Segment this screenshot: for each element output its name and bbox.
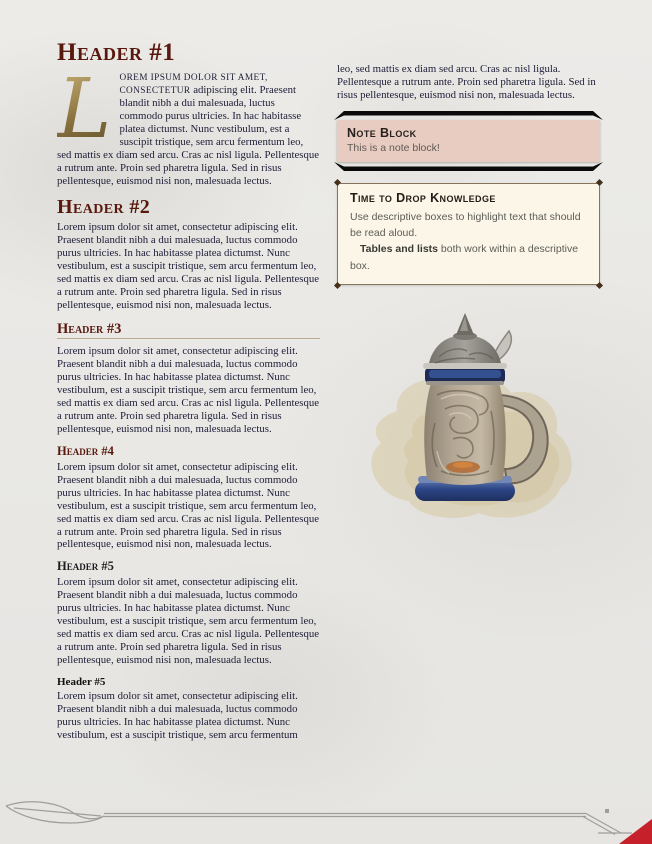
dropcap-paragraph bbox=[57, 62, 320, 188]
note-body bbox=[337, 120, 600, 162]
paragraph: Lorem ipsum dolor sit amet, consectetur adipiscing elit. Praesent blandit nibh a dui malesuada, luctus commodo purus ultricies. In hac habitasse platea dictumst. Nunc vestibulum, est a suscipit tristique, sem arcu fermentum leo, sed mattis ex diam sed arcu. Cras ac nisl ligula. Pellentesque a rutrum ante. Proin sed pharetra ligula. Sed in risus pellentesque, euismod nisi non, malesuada lectus. bbox=[57, 345, 320, 436]
footer-flourish-lines bbox=[6, 802, 632, 835]
paragraph-text: adipiscing elit. Praesent blandit nibh a dui malesuada, luctus commodo purus ultricies. In hac habitasse platea dictumst. Nunc vestibulum, est a suscipit tristique, sem arcu fermentum leo, sed mattis ex diam sed arcu. Cras ac nisl ligula. Pellentesque a rutrum ante. Proin sed pharetra ligula. Sed in risus pellentesque, euismod nisi non, malesuada lectus. bbox=[57, 84, 320, 188]
footer-square-dot bbox=[605, 809, 609, 813]
paragraph-continued: leo, sed mattis ex diam sed arcu. Cras ac nisl ligula. Pellentesque a rutrum ante. Proin sed pharetra ligula. Sed in risus pellentesque, euismod nisi non, malesuada lectus. bbox=[337, 63, 596, 101]
header-4: Header #4 bbox=[57, 444, 114, 458]
beer-stein-illustration bbox=[349, 311, 600, 534]
note-top-bar-ornament bbox=[334, 111, 603, 120]
descriptive-box-line2-rest: both work within a descriptive box. bbox=[350, 243, 579, 272]
corner-diamond-icon bbox=[596, 282, 603, 289]
paragraph-truncated: Lorem ipsum dolor sit amet, consectetur adipiscing elit. Praesent blandit nibh a dui malesuada, luctus commodo purus ultricies. In hac habitasse platea dictumst. Nunc vestibulum, est a suscipit tristique, sem arcu fermentum bbox=[57, 690, 298, 741]
descriptive-box-line1: Use descriptive boxes to highlight text that should be read aloud. bbox=[350, 210, 581, 240]
paragraph: Lorem ipsum dolor sit amet, consectetur adipiscing elit. Praesent blandit nibh a dui malesuada, luctus commodo purus ultricies. In hac habitasse platea dictumst. Nunc vestibulum, est a suscipit tristique, sem arcu fermentum leo, sed mattis ex diam sed arcu. Cras ac nisl ligula. Pellentesque a rutrum ante. Proin sed pharetra ligula. Sed in risus pellentesque, euismod nisi non, malesuada lectus. bbox=[57, 220, 320, 311]
header-1: Header #1 bbox=[57, 39, 176, 66]
stein-top-rim bbox=[423, 363, 507, 369]
dropcap-letter: L bbox=[57, 71, 119, 145]
corner-diamond-icon bbox=[334, 282, 341, 289]
stein-top-band-inner bbox=[429, 370, 501, 378]
paragraph: Lorem ipsum dolor sit amet, consectetur adipiscing elit. Praesent blandit nibh a dui malesuada, luctus commodo purus ultricies. In hac habitasse platea dictumst. Nunc vestibulum, est a suscipit tristique, sem arcu fermentum leo, sed mattis ex diam sed arcu. Cras ac nisl ligula. Pellentesque a rutrum ante. Proin sed pharetra ligula. Sed in risus pellentesque, euismod nisi non, malesuada lectus. bbox=[57, 576, 320, 666]
stein-orange-detail-highlight bbox=[453, 462, 473, 468]
note-text: This is a note block! bbox=[347, 141, 440, 154]
header-5: Header #5 bbox=[57, 559, 114, 574]
header-2: Header #2 bbox=[57, 195, 151, 218]
descriptive-box-line2 bbox=[350, 241, 587, 274]
header-5-bold: Header #5 bbox=[57, 675, 106, 688]
corner-diamond-icon bbox=[596, 179, 603, 186]
header-3: Header #3 bbox=[57, 321, 320, 340]
left-column bbox=[57, 40, 320, 751]
note-block bbox=[337, 111, 600, 171]
leadin-text: OREM IPSUM DOLOR SIT AMET, CONSECTETUR bbox=[119, 73, 268, 97]
note-bottom-bar-ornament bbox=[334, 162, 603, 171]
footer-ornament bbox=[0, 800, 652, 844]
paragraph: Lorem ipsum dolor sit amet, consectetur adipiscing elit. Praesent blandit nibh a dui malesuada, luctus commodo purus ultricies. In hac habitasse platea dictumst. Nunc vestibulum, est a suscipit tristique, sem arcu fermentum leo, sed mattis ex diam sed arcu. Cras ac nisl ligula. Pellentesque a rutrum ante. Proin sed pharetra ligula. Sed in risus pellentesque, euismod nisi non, malesuada lectus. bbox=[57, 460, 320, 551]
descriptive-box-line2-bold: Tables and lists bbox=[360, 243, 438, 256]
beer-stein-image bbox=[349, 311, 587, 529]
corner-diamond-icon bbox=[334, 179, 341, 186]
descriptive-box bbox=[337, 183, 600, 285]
note-title: Note Block bbox=[347, 125, 417, 140]
descriptive-box-title: Time to Drop Knowledge bbox=[350, 190, 496, 205]
footer-red-triangle bbox=[619, 819, 652, 844]
right-column bbox=[337, 63, 600, 534]
stein-band-lower-rim bbox=[426, 381, 504, 385]
